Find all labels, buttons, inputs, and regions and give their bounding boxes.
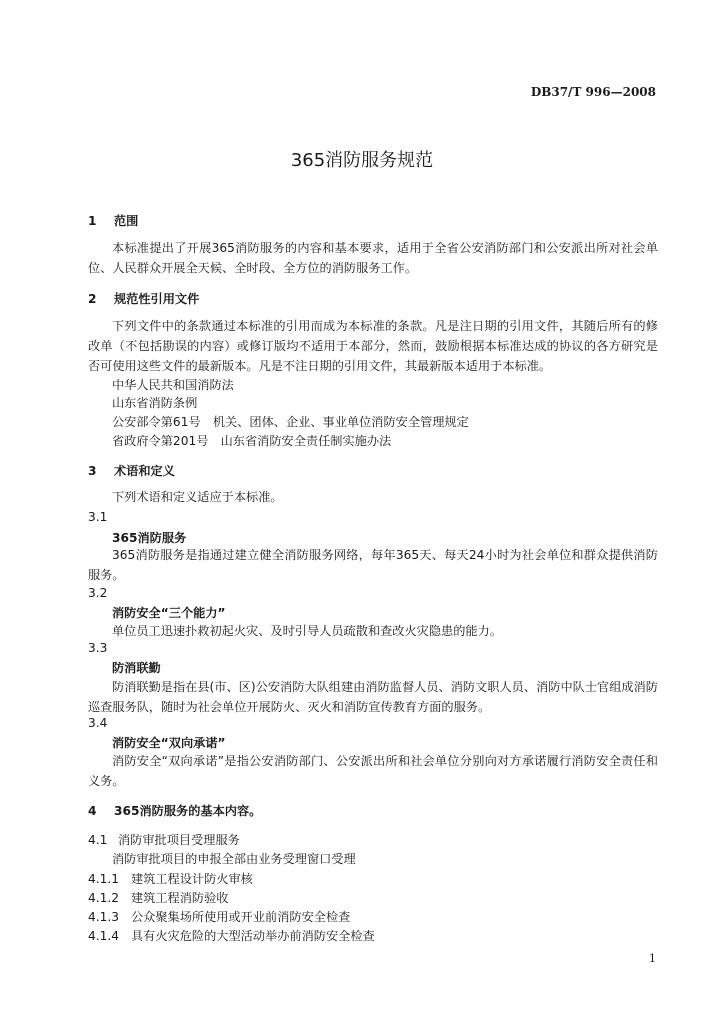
term-number: 3.1 — [88, 510, 108, 524]
term-number: 3.3 — [88, 641, 108, 655]
clause-number: 4.1.4 — [88, 929, 120, 943]
section-2-paragraph: 下列文件中的条款通过本标准的引用而成为本标准的条款。凡是注日期的引用文件，其随后所有的修改单（不包括勘误的内容）或修订版均不适用于本部分，然而，鼓励根据本标准达成的协议的各方研究是否可使用这些文件的最新版本。凡是不注日期的引用文件，其最新版本适用于本标准。 — [88, 319, 658, 373]
document-title: 365消防服务规范 — [290, 150, 434, 171]
term-name: 防消联勤 — [112, 661, 161, 675]
clause-text: 具有火灾危险的大型活动举办前消防安全检查 — [131, 929, 375, 943]
subsection-4-1-heading — [88, 831, 240, 848]
section-3-heading — [88, 462, 175, 479]
clause-text: 公众聚集场所使用或开业前消防安全检查 — [131, 910, 351, 924]
term-definition: 365消防服务是指通过建立健全消防服务网络，每年365天、每天24小时为社会单位和群众提供消防服务。 — [88, 548, 658, 582]
clause-text: 建筑工程消防验收 — [131, 891, 229, 905]
section-title: 规范性引用文件 — [114, 292, 200, 306]
clause-number: 4.1.1 — [88, 872, 120, 886]
standard-code: DB37/T 996—2008 — [530, 85, 656, 99]
clause-number: 4.1.3 — [88, 910, 120, 924]
term-name: 消防安全“三个能力” — [112, 606, 226, 620]
section-3-intro: 下列术语和定义适应于本标准。 — [112, 490, 283, 504]
section-title: 365消防服务的基本内容。 — [114, 804, 262, 818]
section-4-heading — [88, 802, 261, 819]
section-1-heading — [88, 212, 138, 229]
section-title: 术语和定义 — [114, 464, 175, 478]
clause-item — [88, 870, 253, 887]
term-name: 365消防服务 — [112, 531, 187, 545]
term-name: 消防安全“双向承诺” — [112, 736, 226, 750]
reference-item: 中华人民共和国消防法 — [112, 378, 234, 392]
page-number: 1 — [649, 952, 656, 965]
section-2-heading — [88, 290, 199, 307]
reference-item: 山东省消防条例 — [112, 396, 198, 410]
section-number: 4 — [88, 804, 97, 818]
clause-item — [88, 927, 375, 944]
term-definition: 防消联勤是指在县(市、区)公安消防大队组建由消防监督人员、消防文职人员、消防中队士官组成消防巡查服务队，随时为社会单位开展防火、灭火和消防宣传教育方面的服务。 — [88, 680, 658, 714]
term-number: 3.2 — [88, 586, 108, 600]
term-number: 3.4 — [88, 716, 108, 730]
section-1-paragraph: 本标准提出了开展365消防服务的内容和基本要求，适用于全省公安消防部门和公安派出所对社会单位、人民群众开展全天候、全时段、全方位的消防服务工作。 — [88, 241, 658, 275]
section-title: 范围 — [114, 214, 139, 228]
reference-item: 公安部令第61号 机关、团体、企业、事业单位消防安全管理规定 — [112, 415, 469, 429]
subsection-title: 消防审批项目受理服务 — [118, 833, 240, 847]
term-definition: 单位员工迅速扑救初起火灾、及时引导人员疏散和查改火灾隐患的能力。 — [112, 624, 502, 638]
section-number: 1 — [88, 214, 97, 228]
section-number: 3 — [88, 464, 97, 478]
term-definition: 消防安全“双向承诺”是指公安消防部门、公安派出所和社会单位分别向对方承诺履行消防安全责任和义务。 — [88, 754, 658, 788]
clause-text: 建筑工程设计防火审核 — [131, 872, 253, 886]
subsection-4-1-text: 消防审批项目的申报全部由业务受理窗口受理 — [112, 852, 356, 866]
section-number: 2 — [88, 292, 97, 306]
reference-item: 省政府令第201号 山东省消防安全责任制实施办法 — [112, 434, 392, 448]
clause-number: 4.1.2 — [88, 891, 120, 905]
subsection-number: 4.1 — [88, 833, 108, 847]
clause-item — [88, 889, 229, 906]
clause-item — [88, 908, 350, 925]
